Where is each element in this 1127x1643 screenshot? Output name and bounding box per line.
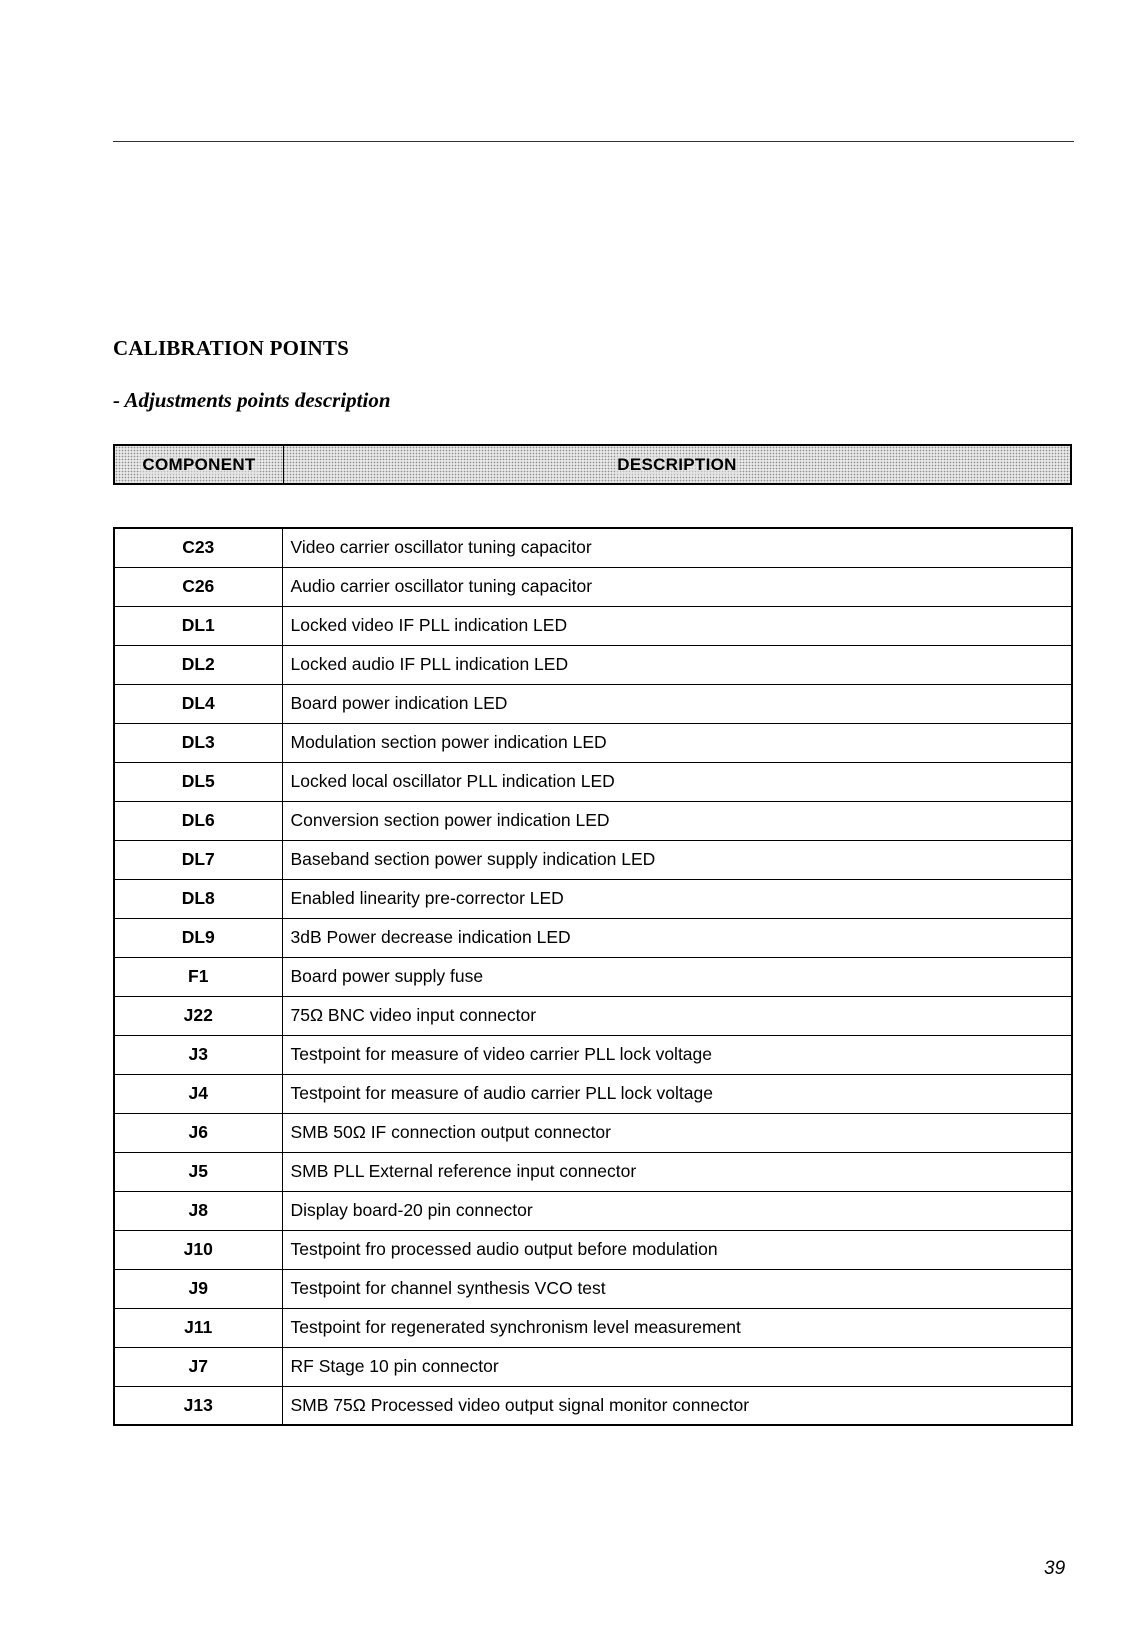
component-cell: J11 (114, 1308, 282, 1347)
component-cell: DL4 (114, 684, 282, 723)
component-header-label: COMPONENT (142, 454, 256, 474)
component-cell: J4 (114, 1074, 282, 1113)
description-cell: Testpoint for channel synthesis VCO test (282, 1269, 1072, 1308)
top-rule (113, 141, 1074, 142)
table-row (114, 1191, 1072, 1230)
table-row (114, 1152, 1072, 1191)
description-cell: SMB PLL External reference input connector (282, 1152, 1072, 1191)
table-row (114, 1347, 1072, 1386)
description-cell: Testpoint fro processed audio output before modulation (282, 1230, 1072, 1269)
table-row (114, 879, 1072, 918)
table-row (114, 840, 1072, 879)
component-cell: DL6 (114, 801, 282, 840)
description-cell: Locked local oscillator PLL indication LED (282, 762, 1072, 801)
table-row (114, 1113, 1072, 1152)
table-row (114, 723, 1072, 762)
description-cell: Video carrier oscillator tuning capacitor (282, 528, 1072, 567)
description-column-header (284, 446, 1070, 483)
component-cell: C23 (114, 528, 282, 567)
component-cell: DL7 (114, 840, 282, 879)
table-row (114, 957, 1072, 996)
component-cell: C26 (114, 567, 282, 606)
component-column-header (115, 446, 284, 483)
table-row (114, 684, 1072, 723)
component-cell: DL8 (114, 879, 282, 918)
description-cell: Testpoint for regenerated synchronism level measurement (282, 1308, 1072, 1347)
description-header-label: DESCRIPTION (617, 454, 737, 474)
table-row (114, 801, 1072, 840)
description-cell: 3dB Power decrease indication LED (282, 918, 1072, 957)
table-row (114, 1230, 1072, 1269)
description-cell: Baseband section power supply indication LED (282, 840, 1072, 879)
component-cell: J10 (114, 1230, 282, 1269)
component-cell: DL2 (114, 645, 282, 684)
table-header-bar (113, 444, 1072, 485)
section-title: CALIBRATION POINTS (113, 336, 350, 360)
component-cell: DL9 (114, 918, 282, 957)
calibration-points-table (113, 527, 1073, 1426)
table-row (114, 1386, 1072, 1425)
description-cell: Display board-20 pin connector (282, 1191, 1072, 1230)
description-cell: SMB 75Ω Processed video output signal monitor connector (290, 1394, 750, 1415)
table-body (114, 528, 1072, 1425)
component-cell: DL3 (114, 723, 282, 762)
description-cell: Enabled linearity pre-corrector LED (282, 879, 1072, 918)
page-number: 39 (1044, 1558, 1066, 1579)
component-cell: DL5 (114, 762, 282, 801)
component-cell: J8 (114, 1191, 282, 1230)
component-cell: J3 (114, 1035, 282, 1074)
table-row (114, 567, 1072, 606)
description-cell: Conversion section power indication LED (282, 801, 1072, 840)
component-cell: J7 (114, 1347, 282, 1386)
table-row (114, 645, 1072, 684)
description-cell: Modulation section power indication LED (282, 723, 1072, 762)
table-row (114, 1269, 1072, 1308)
component-cell: J5 (114, 1152, 282, 1191)
description-cell: RF Stage 10 pin connector (282, 1347, 1072, 1386)
description-cell: Audio carrier oscillator tuning capacitor (282, 567, 1072, 606)
component-cell: F1 (114, 957, 282, 996)
description-cell: SMB 50Ω IF connection output connector (282, 1113, 1072, 1152)
table-row (114, 606, 1072, 645)
description-cell: Board power supply fuse (282, 957, 1072, 996)
description-cell: Testpoint for measure of audio carrier PLL lock voltage (282, 1074, 1072, 1113)
table-row (114, 1074, 1072, 1113)
description-cell: 75Ω BNC video input connector (282, 996, 1072, 1035)
description-cell: Board power indication LED (282, 684, 1072, 723)
table-row (114, 762, 1072, 801)
table-row (114, 996, 1072, 1035)
table-row (114, 918, 1072, 957)
component-cell: DL1 (114, 606, 282, 645)
component-cell: J13 (114, 1386, 282, 1425)
table-row (114, 528, 1072, 567)
component-cell: J6 (114, 1113, 282, 1152)
component-cell: J9 (114, 1269, 282, 1308)
description-cell: Locked audio IF PLL indication LED (282, 645, 1072, 684)
component-cell: J22 (114, 996, 282, 1035)
table-row (114, 1308, 1072, 1347)
description-cell: Testpoint for measure of video carrier PLL lock voltage (282, 1035, 1072, 1074)
description-cell: Locked video IF PLL indication LED (282, 606, 1072, 645)
section-subtitle: - Adjustments points description (113, 388, 391, 412)
table-row (114, 1035, 1072, 1074)
